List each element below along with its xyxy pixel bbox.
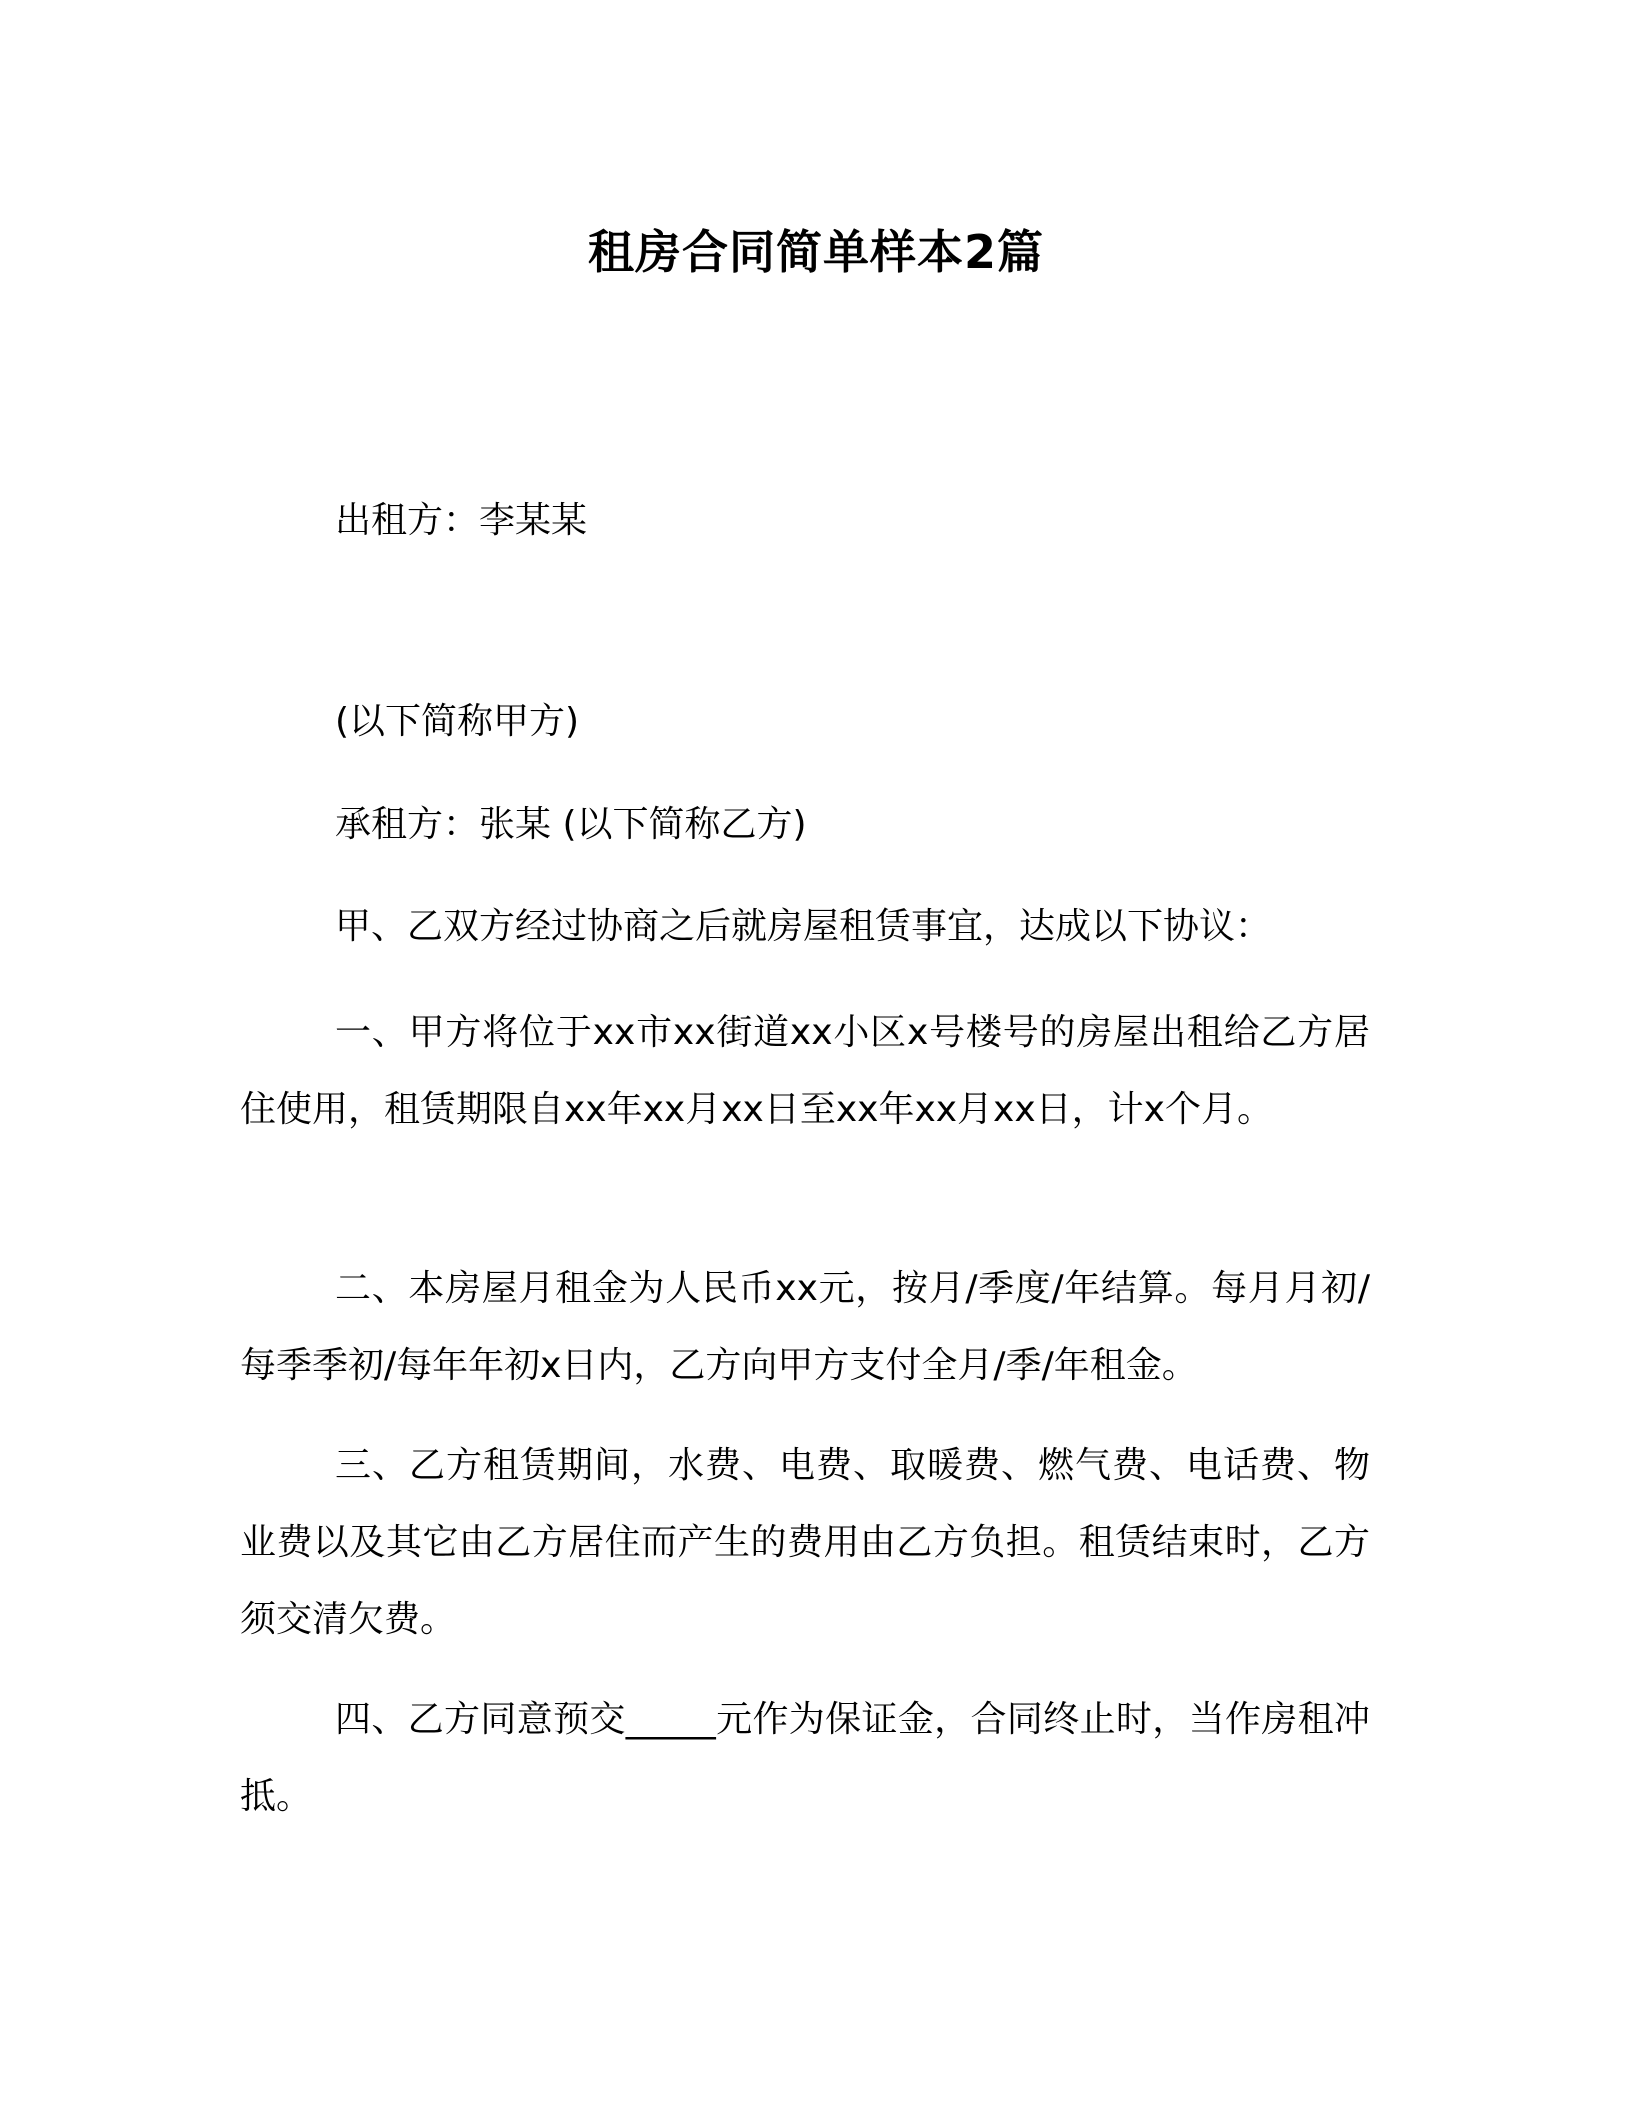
clause-4: 四、乙方同意预交_____元作为保证金，合同终止时，当作房租冲抵。	[240, 1699, 1370, 1817]
lessee-line: 承租方：张某 (以下简称乙方)	[335, 804, 807, 845]
preamble-line: 甲、乙双方经过协商之后就房屋租赁事宜，达成以下协议：	[335, 906, 1272, 947]
clause-3: 三、乙方租赁期间，水费、电费、取暖费、燃气费、电话费、物业费以及其它由乙方居住而产生的费用由乙方负担。租赁结束时，乙方须交清欠费。	[240, 1445, 1370, 1640]
clause-1: 一、甲方将位于xx市xx街道xx小区x号楼号的房屋出租给乙方居住使用，租赁期限自xx年xx月xx日至xx年xx月xx日，计x个月。	[240, 1012, 1370, 1130]
clause-2: 二、本房屋月租金为人民币xx元，按月/季度/年结算。每月月初/每季季初/每年年初x日内，乙方向甲方支付全月/季/年租金。	[240, 1268, 1370, 1386]
document-title: 租房合同简单样本2篇	[587, 225, 1044, 279]
lessor-alias-line: (以下简称甲方)	[335, 701, 580, 742]
lessor-line: 出租方：李某某	[335, 500, 588, 541]
